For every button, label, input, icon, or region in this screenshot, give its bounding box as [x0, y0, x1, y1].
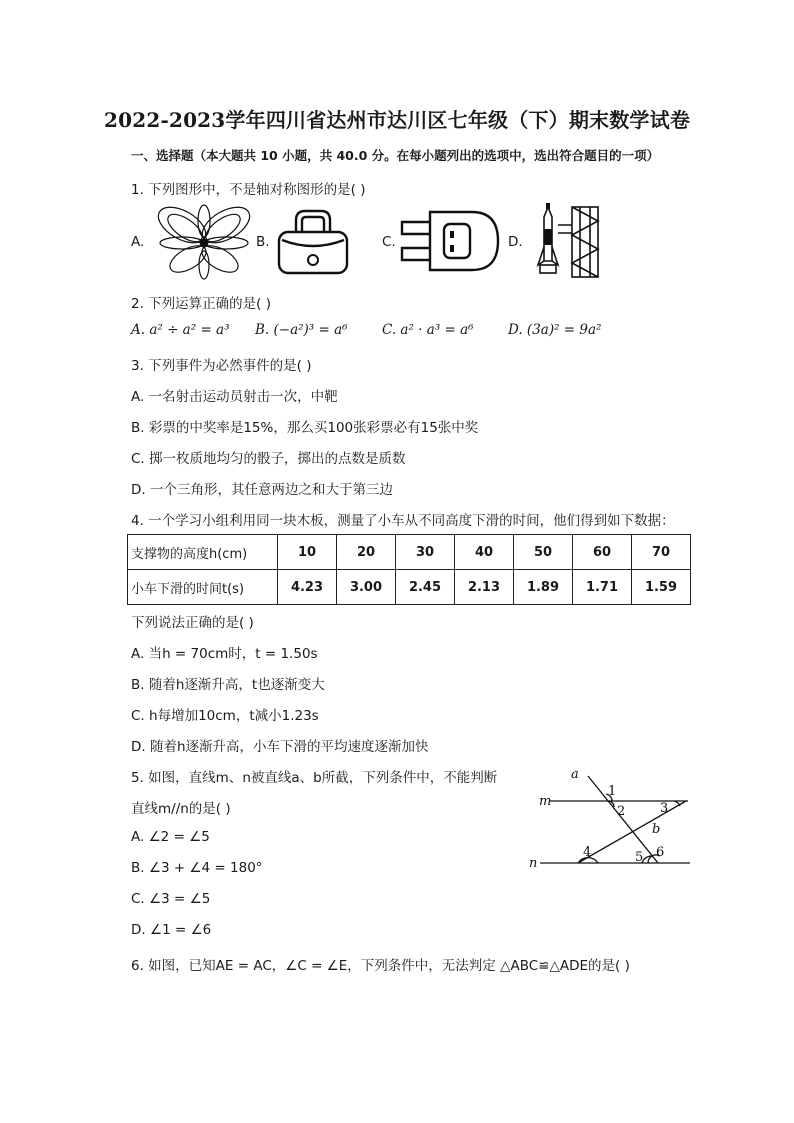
table-cell: 1.59 [632, 570, 691, 605]
table-cell: 20 [337, 535, 396, 570]
q5-option-b: B. ∠3 + ∠4 = 180° [131, 860, 263, 876]
plug-figure [400, 210, 500, 272]
q5-option-d: D. ∠1 = ∠6 [131, 922, 212, 938]
figure-label-6: 6 [656, 845, 665, 860]
q2-option-c: C. a² · a³ = a⁶ [382, 322, 474, 338]
q3-option-a: A. 一名射击运动员射击一次，中靶 [131, 389, 338, 405]
table-cell: 1.89 [514, 570, 573, 605]
figure-label-5: 5 [635, 850, 644, 865]
q4-option-c: C. h每增加10cm，t减小1.23s [131, 708, 319, 724]
table-cell: 4.23 [278, 570, 337, 605]
figure-label-1: 1 [608, 784, 617, 799]
figure-label-3: 3 [660, 801, 669, 816]
q4-prompt: 下列说法正确的是( ) [131, 615, 254, 631]
q5-option-a: A. ∠2 = ∠5 [131, 829, 210, 845]
figure-label-4: 4 [583, 845, 592, 860]
q5-stem-line1: 5. 如图，直线m、n被直线a、b所截，下列条件中，不能判断 [131, 770, 498, 786]
q4-option-a: A. 当h = 70cm时，t = 1.50s [131, 646, 318, 662]
q1-option-d-label: D. [508, 234, 523, 250]
q5-stem-line2: 直线m//n的是( ) [131, 801, 231, 817]
q4-data-table [127, 534, 691, 605]
q3-stem: 3. 下列事件为必然事件的是( ) [131, 358, 312, 374]
table-cell: 2.13 [455, 570, 514, 605]
table-cell: 1.71 [573, 570, 632, 605]
q1-option-b-label: B. [256, 234, 270, 250]
table-cell: 30 [396, 535, 455, 570]
q4-option-b: B. 随着h逐渐升高，t也逐渐变大 [131, 677, 325, 693]
q4-stem: 4. 一个学习小组利用同一块木板，测量了小车从不同高度下滑的时间，他们得到如下数据： [131, 513, 675, 529]
q3-option-b: B. 彩票的中奖率是15%，那么买100张彩票必有15张中奖 [131, 420, 479, 436]
table-cell: 2.45 [396, 570, 455, 605]
table-cell: 10 [278, 535, 337, 570]
rocket-tower-figure [530, 203, 604, 279]
table-cell: 40 [455, 535, 514, 570]
table-row [128, 535, 691, 570]
q6-stem: 6. 如图，已知AE = AC，∠C = ∠E，下列条件中，无法判定 △ABC≌△ADE的是( ) [131, 958, 630, 974]
q1-option-a-label: A. [131, 234, 145, 250]
table-cell: 70 [632, 535, 691, 570]
figure-label-2: 2 [617, 804, 626, 819]
table-row [128, 570, 691, 605]
table-cell: 50 [514, 535, 573, 570]
parallel-lines-figure [526, 762, 694, 872]
q2-stem: 2. 下列运算正确的是( ) [131, 296, 271, 312]
q2-option-b: B. (−a²)³ = a⁶ [255, 322, 348, 338]
figure-label-m: m [539, 794, 552, 809]
q3-option-c: C. 掷一枚质地均匀的骰子，掷出的点数是质数 [131, 451, 406, 467]
figure-label-a: a [571, 767, 579, 782]
section-heading: 一、选择题（本大题共 10 小题，共 40.0 分。在每小题列出的选项中，选出符合题目的一项） [131, 148, 660, 163]
q3-option-d: D. 一个三角形，其任意两边之和大于第三边 [131, 482, 393, 498]
butterfly-figure [152, 203, 256, 281]
figure-label-n: n [529, 856, 538, 871]
table-row-label-time: 小车下滑的时间t(s) [128, 570, 278, 605]
table-cell: 60 [573, 535, 632, 570]
q1-option-c-label: C. [382, 234, 396, 250]
table-row-label-height: 支撑物的高度h(cm) [128, 535, 278, 570]
handbag-figure [276, 208, 350, 276]
figure-label-b: b [652, 822, 661, 837]
page-title: 2022-2023学年四川省达州市达川区七年级（下）期末数学试卷 [103, 108, 691, 132]
q4-option-d: D. 随着h逐渐升高，小车下滑的平均速度逐渐加快 [131, 739, 429, 755]
q2-option-a: A. a² ÷ a² = a³ [131, 322, 230, 338]
table-cell: 3.00 [337, 570, 396, 605]
q5-option-c: C. ∠3 = ∠5 [131, 891, 211, 907]
q1-stem: 1. 下列图形中，不是轴对称图形的是( ) [131, 182, 366, 198]
q2-option-d: D. (3a)² = 9a² [508, 322, 602, 338]
